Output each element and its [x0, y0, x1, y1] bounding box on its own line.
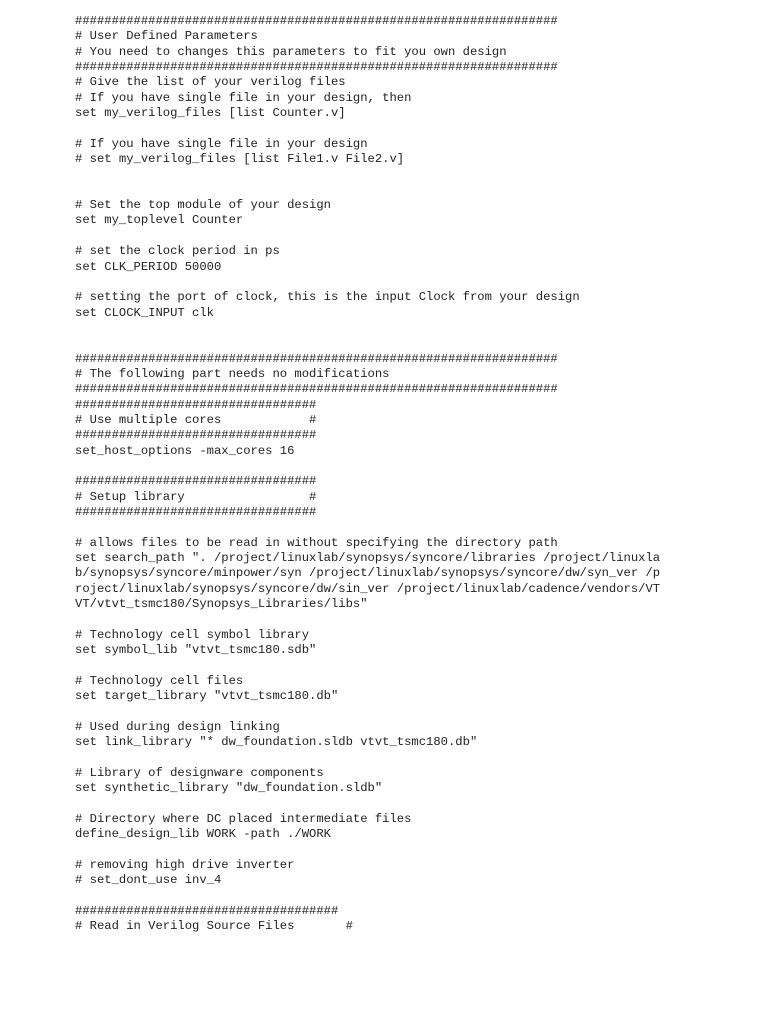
code-line: roject/linuxlab/synopsys/syncore/dw/sin_ver /project/linuxlab/cadence/vendors/VT: [75, 581, 661, 596]
script-listing: [75, 14, 660, 935]
code-line: set target_library "vtvt_tsmc180.db": [75, 689, 339, 704]
code-line: set_host_options -max_cores 16: [75, 443, 295, 458]
code-line: # Library of designware components: [75, 765, 324, 780]
code-line: [75, 459, 660, 474]
code-line: # setting the port of clock, this is the input Clock from your design: [75, 290, 580, 305]
code-line: # Used during design linking: [75, 719, 280, 734]
code-line: # User Defined Parameters: [75, 29, 258, 44]
code-line: [75, 612, 660, 627]
code-line: [75, 797, 660, 812]
code-line: set CLOCK_INPUT clk: [75, 305, 214, 320]
code-line: # The following part needs no modifications: [75, 366, 390, 381]
code-line: ##################################################################: [75, 60, 558, 75]
code-line: set link_library "* dw_foundation.sldb vtvt_tsmc180.db": [75, 735, 478, 750]
code-line: # Give the list of your verilog files: [75, 75, 346, 90]
code-line: #################################: [75, 397, 317, 412]
code-line: [75, 121, 660, 136]
code-line: set synthetic_library "dw_foundation.sldb": [75, 781, 383, 796]
code-line: set search_path ". /project/linuxlab/synopsys/syncore/libraries /project/linuxla: [75, 551, 661, 566]
code-line: # If you have single file in your design: [75, 136, 368, 151]
code-line: #################################: [75, 428, 317, 443]
code-line: # Setup library #: [75, 489, 317, 504]
code-line: # set the clock period in ps: [75, 244, 280, 259]
code-line: # set_dont_use inv_4: [75, 873, 222, 888]
code-line: # Technology cell symbol library: [75, 627, 310, 642]
code-line: set my_verilog_files [list Counter.v]: [75, 106, 346, 121]
code-line: # Use multiple cores #: [75, 412, 317, 427]
code-line: # Set the top module of your design: [75, 198, 331, 213]
code-line: [75, 843, 660, 858]
code-line: [75, 336, 660, 351]
code-line: [75, 704, 660, 719]
code-line: VT/vtvt_tsmc180/Synopsys_Libraries/libs": [75, 597, 368, 612]
code-line: ##################################################################: [75, 382, 558, 397]
code-line: ##################################################################: [75, 14, 558, 28]
code-line: set CLK_PERIOD 50000: [75, 259, 222, 274]
code-line: # Read in Verilog Source Files #: [75, 919, 353, 934]
code-line: set my_toplevel Counter: [75, 213, 244, 228]
code-line: # You need to changes this parameters to fit you own design: [75, 44, 507, 59]
code-line: # set my_verilog_files [list File1.v File2.v]: [75, 152, 405, 167]
code-line: [75, 229, 660, 244]
code-line: [75, 751, 660, 766]
code-line: [75, 167, 660, 182]
code-line: [75, 275, 660, 290]
code-line: # removing high drive inverter: [75, 857, 295, 872]
code-line: [75, 520, 660, 535]
code-line: set symbol_lib "vtvt_tsmc180.sdb": [75, 643, 317, 658]
code-line: # Directory where DC placed intermediate files: [75, 811, 412, 826]
code-line: ##################################################################: [75, 351, 558, 366]
code-line: [75, 889, 660, 904]
code-line: [75, 183, 660, 198]
code-line: [75, 658, 660, 673]
code-line: ####################################: [75, 903, 339, 918]
code-line: # If you have single file in your design, then: [75, 90, 412, 105]
code-line: # allows files to be read in without specifying the directory path: [75, 535, 558, 550]
code-line: #################################: [75, 505, 317, 519]
code-line: b/synopsys/syncore/minpower/syn /project/linuxlab/synopsys/syncore/dw/syn_ver /p: [75, 566, 661, 581]
code-line: # Technology cell files: [75, 673, 244, 688]
code-line: [75, 321, 660, 336]
code-line: define_design_lib WORK -path ./WORK: [75, 827, 331, 842]
code-line: #################################: [75, 474, 317, 489]
